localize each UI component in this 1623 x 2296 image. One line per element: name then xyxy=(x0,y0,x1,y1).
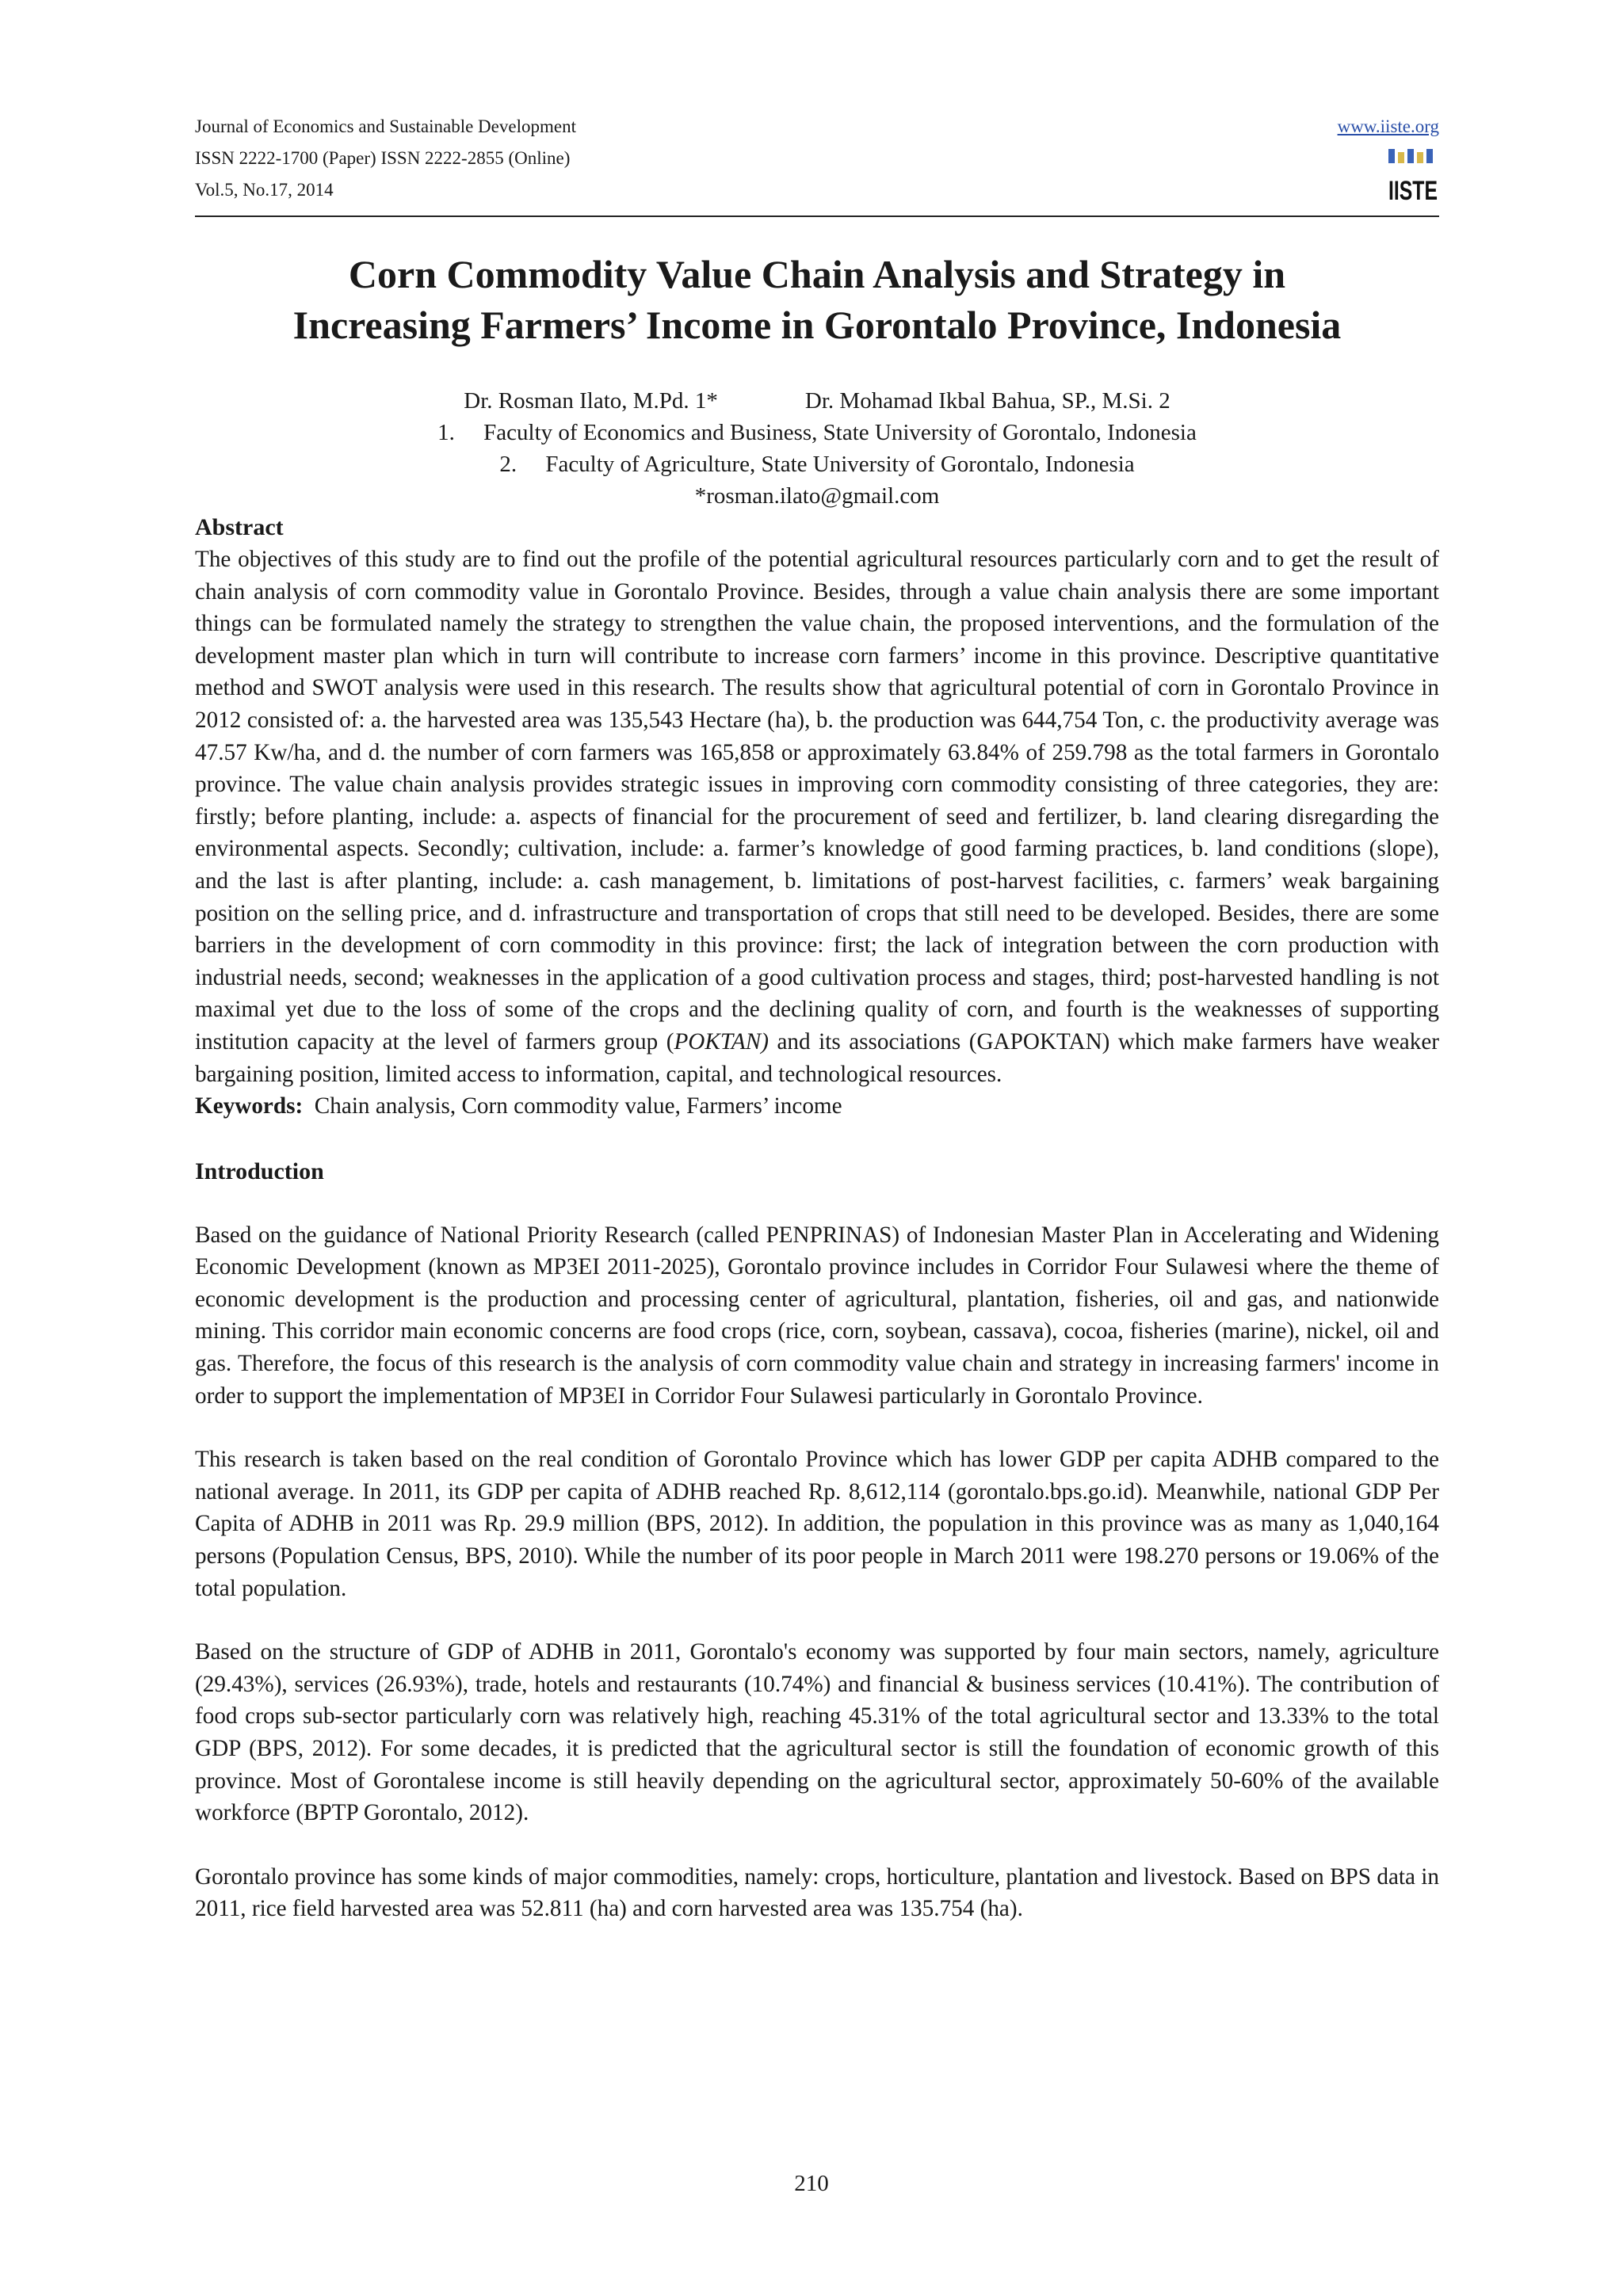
keywords-label: Keywords: xyxy=(195,1093,304,1119)
iiste-logo xyxy=(1387,147,1439,206)
author-names xyxy=(195,385,1439,417)
abstract-text-main: The objectives of this study are to find out the profile of the potential agricultural resources particularly corn and to get the result of chain analysis of corn commodity value in Gorontalo Province. Besides, through a value chain analysis there are some important things can be formulated namely the strategy to strengthen the value chain, the proposed interventions, and the formulation of the development master plan which in turn will contribute to increase corn farmers’ income in this province. Descriptive quantitative method and SWOT analysis were used in this research. The results show that agricultural potential of corn in Gorontalo Province in 2012 consisted of: a. the harvested area was 135,543 Hectare (ha), b. the production was 644,754 Ton, c. the productivity average was 47.57 Kw/ha, and d. the number of corn farmers was 165,858 or approximately 63.84% of 259.798 as the total farmers in Gorontalo province. The value chain analysis provides strategic issues in improving corn commodity consisting of three categories, they are: firstly; before planting, include: a. aspects of financial for the procurement of seed and fertilizer, b. land clearing disregarding the environmental aspects. Secondly; cultivation, include: a. farmer’s knowledge of good farming practices, b. land conditions (slope), and the last is after planting, include: a. cash management, b. limitations of post-harvest facilities, c. farmers’ weak bargaining position on the selling price, and d. infrastructure and transportation of crops that still need to be developed. Besides, there are some barriers in the development of corn commodity in this province: first; the lack of integration between the corn production with industrial needs, second; weaknesses in the application of a good cultivation process and stages, third; post-harvested handling is not maximal yet due to the loss of some of the crops and the declining quality of corn, and fourth is the weaknesses of supporting institution capacity at the level of farmers group ( xyxy=(195,547,1439,1055)
author-block xyxy=(195,385,1439,512)
affiliation-2 xyxy=(195,448,1439,480)
paper-page xyxy=(195,111,1439,1925)
intro-paragraph-3: Based on the structure of GDP of ADHB in 2011, Gorontalo's economy was supported by four main sectors, namely, agriculture (29.43%), services (26.93%), trade, hotels and restaurants (10.74%) and financial & business services (10.41%). The contribution of food crops sub-sector particularly corn was relatively high, reaching 45.31% of the total agricultural sector and 13.33% to the total GDP (BPS, 2012). For some decades, it is predicted that the agricultural sector is still the foundation of economic growth of this province. Most of Gorontalese income is still heavily depending on the agricultural sector, approximately 50-60% of the available workforce (BPTP Gorontalo, 2012). xyxy=(195,1639,1439,1826)
author-1: Dr. Rosman Ilato, M.Pd. 1* xyxy=(464,388,718,414)
keywords xyxy=(195,1090,1439,1123)
abstract-heading: Abstract xyxy=(195,514,284,540)
affiliation-text: Faculty of Agriculture, State University of Gorontalo, Indonesia xyxy=(545,452,1135,477)
intro-paragraph-4: Gorontalo province has some kinds of major commodities, namely: crops, horticulture, plantation and livestock. Based on BPS data in 2011, rice field harvested area was 52.811 (ha) and corn harvested area was 135.754 (ha). xyxy=(195,1863,1439,1922)
abstract-text xyxy=(195,543,1439,1090)
title-line-2: Increasing Farmers’ Income in Gorontalo Province, Indonesia xyxy=(292,303,1342,347)
title-line-1: Corn Commodity Value Chain Analysis and Strategy in xyxy=(348,252,1286,296)
paper-title xyxy=(195,249,1439,350)
journal-info xyxy=(195,111,1439,206)
affiliation-number: 2. xyxy=(499,452,517,477)
introduction-heading: Introduction xyxy=(195,1158,324,1184)
header-rule xyxy=(195,215,1439,217)
author-2: Dr. Mohamad Ikbal Bahua, SP., M.Si. 2 xyxy=(804,388,1170,414)
svg-text:IISTE: IISTE xyxy=(1388,176,1438,206)
intro-paragraph-2: This research is taken based on the real condition of Gorontalo Province which has lower GDP per capita ADHB compared to the national average. In 2011, its GDP per capita of ADHB reached Rp. 8,612,114 (gorontalo.bps.go.id). Meanwhile, national GDP Per Capita of ADHB in 2011 was Rp. 29.9 million (BPS, 2012). In addition, the population in this province was as many as 1,040,164 persons (Population Census, BPS, 2010). While the number of its poor people in March 2011 were 198.270 persons or 19.06% of the total population. xyxy=(195,1447,1439,1601)
page-number: 210 xyxy=(794,2171,829,2196)
keywords-text: Chain analysis, Corn commodity value, Farmers’ income xyxy=(303,1093,842,1119)
affiliation-1 xyxy=(195,417,1439,448)
affiliation-number: 1. xyxy=(437,420,455,445)
website-link[interactable]: www.iiste.org xyxy=(1337,116,1439,136)
affiliation-text: Faculty of Economics and Business, State University of Gorontalo, Indonesia xyxy=(483,420,1197,445)
journal-header xyxy=(195,111,1439,212)
author-email: *rosman.ilato@gmail.com xyxy=(694,483,940,509)
journal-volume: Vol.5, No.17, 2014 xyxy=(195,180,334,200)
journal-name: Journal of Economics and Sustainable Development xyxy=(195,116,576,136)
intro-paragraph-1: Based on the guidance of National Priority Research (called PENPRINAS) of Indonesian Master Plan in Accelerating and Widening Economic Development (known as MP3EI 2011-2025), Gorontalo province includes in Corridor Four Sulawesi where the theme of economic development is the production and processing center of agricultural, plantation, fisheries, oil and gas, and nationwide mining. This corridor main economic concerns are food crops (rice, corn, soybean, cassava), cocoa, fisheries (marine), nickel, oil and gas. Therefore, the focus of this research is the analysis of corn commodity value chain and strategy in increasing farmers' income in order to support the implementation of MP3EI in Corridor Four Sulawesi particularly in Gorontalo Province. xyxy=(195,1222,1439,1409)
abstract-italic-term: POKTAN) xyxy=(674,1028,769,1055)
abstract-text-end: and its associations (GAPOKTAN) which make farmers have weaker bargaining position, limited access to information, capital, and technological resources. xyxy=(195,1028,1439,1087)
journal-issn: ISSN 2222-1700 (Paper) ISSN 2222-2855 (Online) xyxy=(195,148,571,168)
